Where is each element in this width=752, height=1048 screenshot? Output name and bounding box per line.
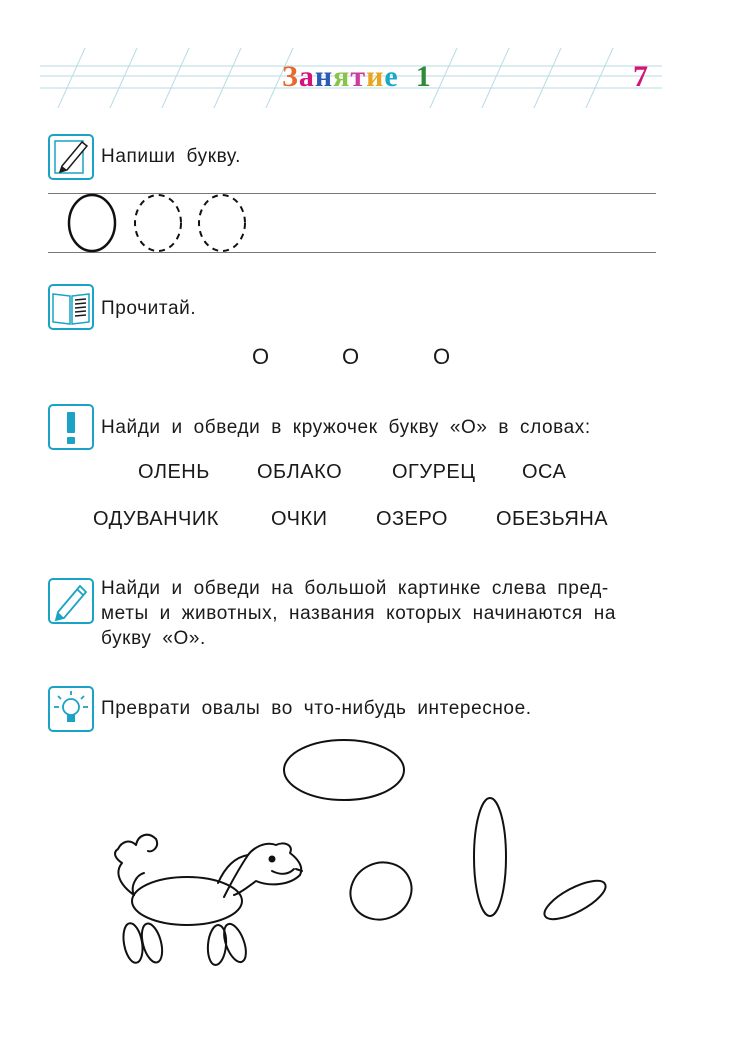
word-item: ОСА — [522, 461, 567, 483]
word-item: ОЗЕРО — [376, 508, 448, 530]
word-item: ОБЕЗЬЯНА — [496, 508, 609, 530]
title-letter: 1 — [415, 60, 432, 93]
exclamation-icon — [48, 404, 94, 450]
oval-shape — [284, 740, 404, 800]
title-letter: н — [314, 60, 334, 93]
title-letter — [399, 60, 416, 94]
word-item: ОБЛАКО — [257, 461, 343, 483]
word-item: ОДУВАНЧИК — [93, 508, 219, 530]
task-find-picture-line: букву «О». — [101, 628, 206, 649]
task-find-letter-instruction: Найди и обведи в кружочек букву «О» в словах: — [101, 417, 591, 438]
oval-shape — [474, 798, 506, 916]
task-find-picture-line: меты и животных, названия которых начинаются на — [101, 603, 617, 624]
word-item: ОЧКИ — [271, 508, 328, 530]
title-letter: я — [333, 60, 351, 93]
read-letter: О — [433, 344, 451, 369]
letter-o-tracing — [60, 192, 260, 254]
open-book-icon — [48, 284, 94, 330]
task-write-instruction: Напиши букву. — [101, 146, 241, 167]
read-letter: О — [252, 344, 270, 369]
pencil-notepad-icon — [48, 134, 94, 180]
dog-drawing — [115, 835, 302, 966]
task-transform-instruction: Преврати овалы во что-нибудь интересное. — [101, 698, 532, 719]
oval-shape — [539, 873, 610, 926]
word-item: ОГУРЕЦ — [392, 461, 476, 483]
oval-drawings — [100, 735, 640, 975]
lesson-title — [282, 60, 432, 94]
oval-shape — [341, 853, 421, 930]
title-letter: т — [350, 60, 367, 93]
pencil-icon — [48, 578, 94, 624]
read-letter: О — [342, 344, 360, 369]
title-letter: а — [298, 60, 315, 93]
word-item: ОЛЕНЬ — [138, 461, 210, 483]
title-letter: и — [366, 60, 385, 93]
task-find-picture-line: Найди и обведи на большой картинке слева пред- — [101, 578, 609, 599]
title-letter: е — [384, 60, 399, 93]
lightbulb-icon — [48, 686, 94, 732]
title-letter: З — [282, 60, 299, 93]
task-read-instruction: Прочитай. — [101, 298, 197, 319]
page-number: 7 — [633, 60, 648, 93]
